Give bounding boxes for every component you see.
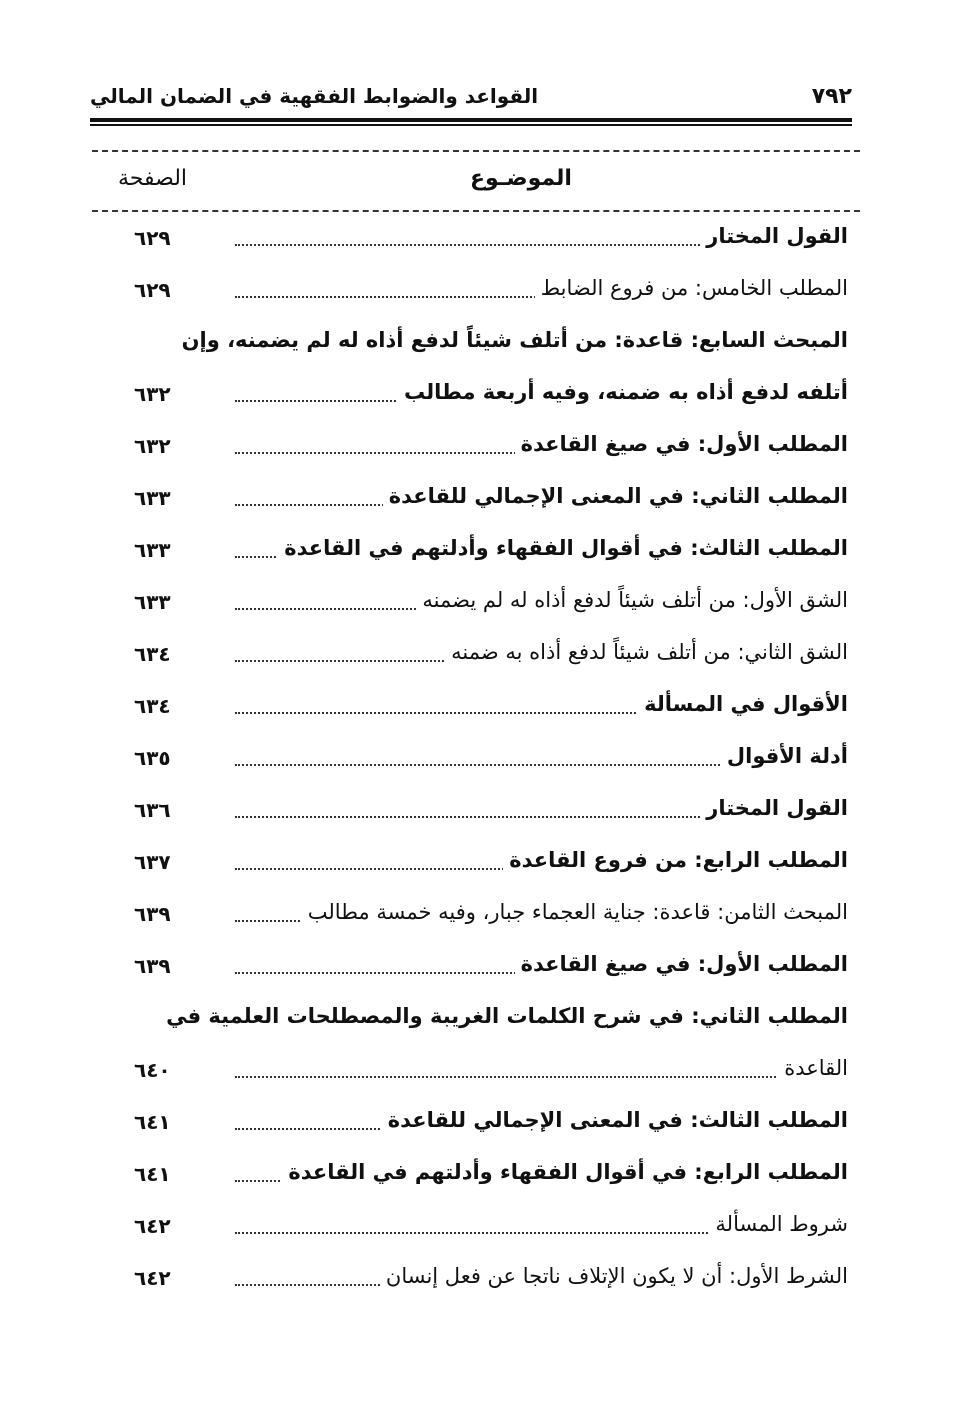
toc-entry-page: ٦٣٥ bbox=[134, 746, 171, 770]
toc-entry-title: المبحث السابع: قاعدة: من أتلف شيئاً لدفع أذاه له لم يضمنه، وإن bbox=[176, 328, 848, 352]
toc-entry bbox=[0, 734, 953, 786]
column-heading-page: الصفحة bbox=[118, 166, 188, 191]
toc-entry-page: ٦٣٢ bbox=[134, 434, 171, 458]
toc-entry bbox=[0, 838, 953, 890]
toc-entry-title: المطلب الأول: في صيغ القاعدة bbox=[515, 432, 848, 456]
toc-entry bbox=[0, 994, 953, 1046]
toc-entry bbox=[0, 578, 953, 630]
header-rule-thick bbox=[90, 118, 852, 122]
toc-entry bbox=[0, 422, 953, 474]
toc-entry-page: ٦٤٢ bbox=[134, 1214, 171, 1238]
toc-entry-page: ٦٣٣ bbox=[134, 590, 171, 614]
toc-entry-title: المطلب الثاني: في المعنى الإجمالي للقاعدة bbox=[383, 484, 848, 508]
column-heading-topic: الموضـوع bbox=[470, 166, 572, 191]
toc-entry-title: المطلب الأول: في صيغ القاعدة bbox=[515, 952, 848, 976]
toc-entry-title: الشرط الأول: أن لا يكون الإتلاف ناتجا عن فعل إنسان bbox=[380, 1264, 848, 1288]
toc-entry bbox=[0, 526, 953, 578]
toc-entry bbox=[0, 318, 953, 370]
running-title: القواعد والضوابط الفقهية في الضمان المالي bbox=[90, 84, 539, 108]
toc-entry-page: ٦٤٢ bbox=[134, 1266, 171, 1290]
toc-entry-page: ٦٣٤ bbox=[134, 694, 171, 718]
toc-entry-title: القول المختار bbox=[700, 224, 848, 248]
toc-entry-title: الأقوال في المسألة bbox=[638, 692, 848, 716]
toc-entry-page: ٦٣٧ bbox=[134, 850, 171, 874]
toc-entry-page: ٦٣٣ bbox=[134, 538, 171, 562]
toc-entry-title: القاعدة bbox=[778, 1056, 848, 1080]
toc-entry-page: ٦٣٩ bbox=[134, 954, 171, 978]
toc-entry-page: ٦٤١ bbox=[134, 1110, 171, 1134]
toc-entry-page: ٦٢٩ bbox=[134, 278, 171, 302]
toc-entry bbox=[0, 1098, 953, 1150]
toc-entry-title: المطلب الرابع: من فروع القاعدة bbox=[503, 848, 848, 872]
toc-entry bbox=[0, 370, 953, 422]
toc-entry-title: أتلفه لدفع أذاه به ضمنه، وفيه أربعة مطالب bbox=[398, 380, 848, 404]
toc-entry-title: المبحث الثامن: قاعدة: جناية العجماء جبار، وفيه خمسة مطالب bbox=[302, 900, 848, 924]
toc-entry-title: المطلب الثالث: في المعنى الإجمالي للقاعدة bbox=[382, 1108, 848, 1132]
toc-entry-title: الشق الأول: من أتلف شيئاً لدفع أذاه له لم يضمنه bbox=[416, 588, 848, 612]
toc-entry bbox=[0, 1202, 953, 1254]
toc-entry bbox=[0, 786, 953, 838]
toc-entry-title: المطلب الرابع: في أقوال الفقهاء وأدلتهم في القاعدة bbox=[282, 1160, 848, 1184]
toc-entry-title: أدلة الأقوال bbox=[721, 744, 848, 768]
page-number: ٧٩٢ bbox=[811, 84, 852, 109]
header-rule-thin bbox=[90, 124, 852, 126]
toc-entry bbox=[0, 474, 953, 526]
toc-entry bbox=[0, 1150, 953, 1202]
dashed-divider-bottom bbox=[92, 210, 860, 212]
toc-entry-title: القول المختار bbox=[700, 796, 848, 820]
toc-entry-page: ٦٣٢ bbox=[134, 382, 171, 406]
toc-entry bbox=[0, 682, 953, 734]
table-of-contents bbox=[0, 214, 953, 1306]
running-header bbox=[90, 82, 852, 116]
toc-entry-title: المطلب الخامس: من فروع الضابط bbox=[535, 276, 848, 300]
toc-entry bbox=[0, 1046, 953, 1098]
toc-entry-page: ٦٣٣ bbox=[134, 486, 171, 510]
toc-entry-title: المطلب الثالث: في أقوال الفقهاء وأدلتهم في القاعدة bbox=[278, 536, 848, 560]
toc-entry-page: ٦٣٩ bbox=[134, 902, 171, 926]
toc-entry-title: شروط المسألة bbox=[709, 1212, 848, 1236]
toc-entry-title: المطلب الثاني: في شرح الكلمات الغريبة والمصطلحات العلمية في bbox=[160, 1004, 848, 1028]
toc-entry-page: ٦٣٤ bbox=[134, 642, 171, 666]
toc-entry-page: ٦٢٩ bbox=[134, 226, 171, 250]
toc-entry bbox=[0, 942, 953, 994]
toc-entry bbox=[0, 214, 953, 266]
toc-entry bbox=[0, 890, 953, 942]
dot-leader bbox=[235, 1076, 848, 1078]
toc-entry-title: الشق الثاني: من أتلف شيئاً لدفع أذاه به ضمنه bbox=[445, 640, 848, 664]
toc-entry-page: ٦٤١ bbox=[134, 1162, 171, 1186]
dashed-divider-top bbox=[92, 150, 860, 152]
toc-entry-page: ٦٣٦ bbox=[134, 798, 171, 822]
toc-entry bbox=[0, 630, 953, 682]
toc-entry bbox=[0, 266, 953, 318]
toc-entry-page: ٦٤٠ bbox=[134, 1058, 171, 1082]
toc-entry bbox=[0, 1254, 953, 1306]
